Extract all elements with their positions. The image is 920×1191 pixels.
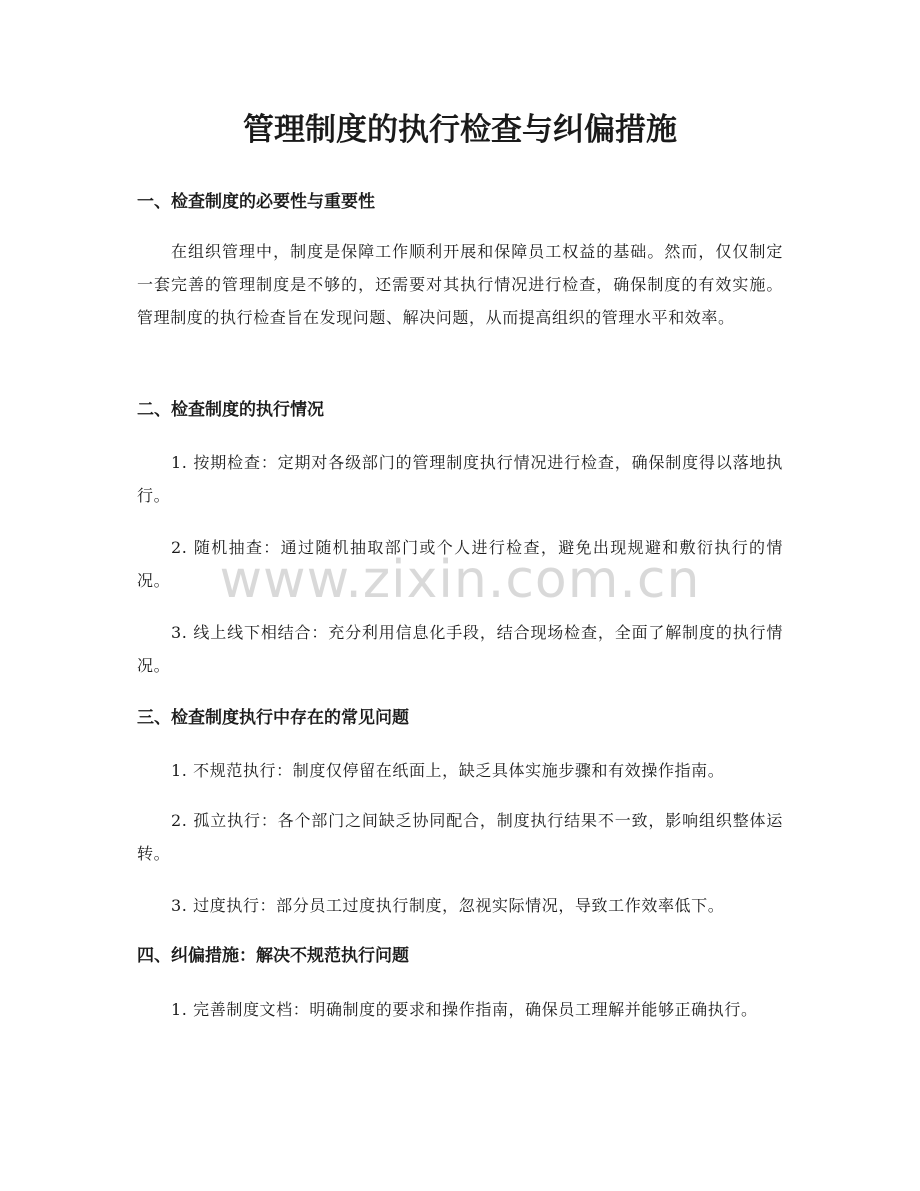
section-4-item-1: 1. 完善制度文档：明确制度的要求和操作指南，确保员工理解并能够正确执行。 <box>171 1000 758 1019</box>
section-3-item-1: 1. 不规范执行：制度仅停留在纸面上，缺乏具体实施步骤和有效操作指南。 <box>171 761 725 780</box>
watermark-text: www.zixin.com.cn <box>219 550 701 610</box>
section-2-item-2: 2. 随机抽查：通过随机抽取部门或个人进行检查，避免出现规避和敷衍执行的情况。 <box>137 538 783 590</box>
document-title: 管理制度的执行检查与纠偏措施 <box>243 112 677 148</box>
section-3-item-2: 2. 孤立执行：各个部门之间缺乏协同配合，制度执行结果不一致，影响组织整体运转。 <box>137 811 783 863</box>
section-1-paragraph-1: 在组织管理中，制度是保障工作顺利开展和保障员工权益的基础。然而，仅仅制定一套完善的管理制度是不够的，还需要对其执行情况进行检查，确保制度的有效实施。管理制度的执行检查旨在发现问题、解决问题，从而提高组织的管理水平和效率。 <box>137 242 783 327</box>
section-heading-4: 四、纠偏措施：解决不规范执行问题 <box>137 946 409 966</box>
section-heading-2: 二、检查制度的执行情况 <box>137 400 324 420</box>
section-2-item-3: 3. 线上线下相结合：充分利用信息化手段，结合现场检查，全面了解制度的执行情况。 <box>137 623 783 675</box>
section-heading-3: 三、检查制度执行中存在的常见问题 <box>137 708 409 728</box>
section-2-item-1: 1. 按期检查：定期对各级部门的管理制度执行情况进行检查，确保制度得以落地执行。 <box>137 453 783 505</box>
section-heading-1: 一、检查制度的必要性与重要性 <box>137 192 375 212</box>
section-3-item-3: 3. 过度执行：部分员工过度执行制度，忽视实际情况，导致工作效率低下。 <box>171 896 725 915</box>
